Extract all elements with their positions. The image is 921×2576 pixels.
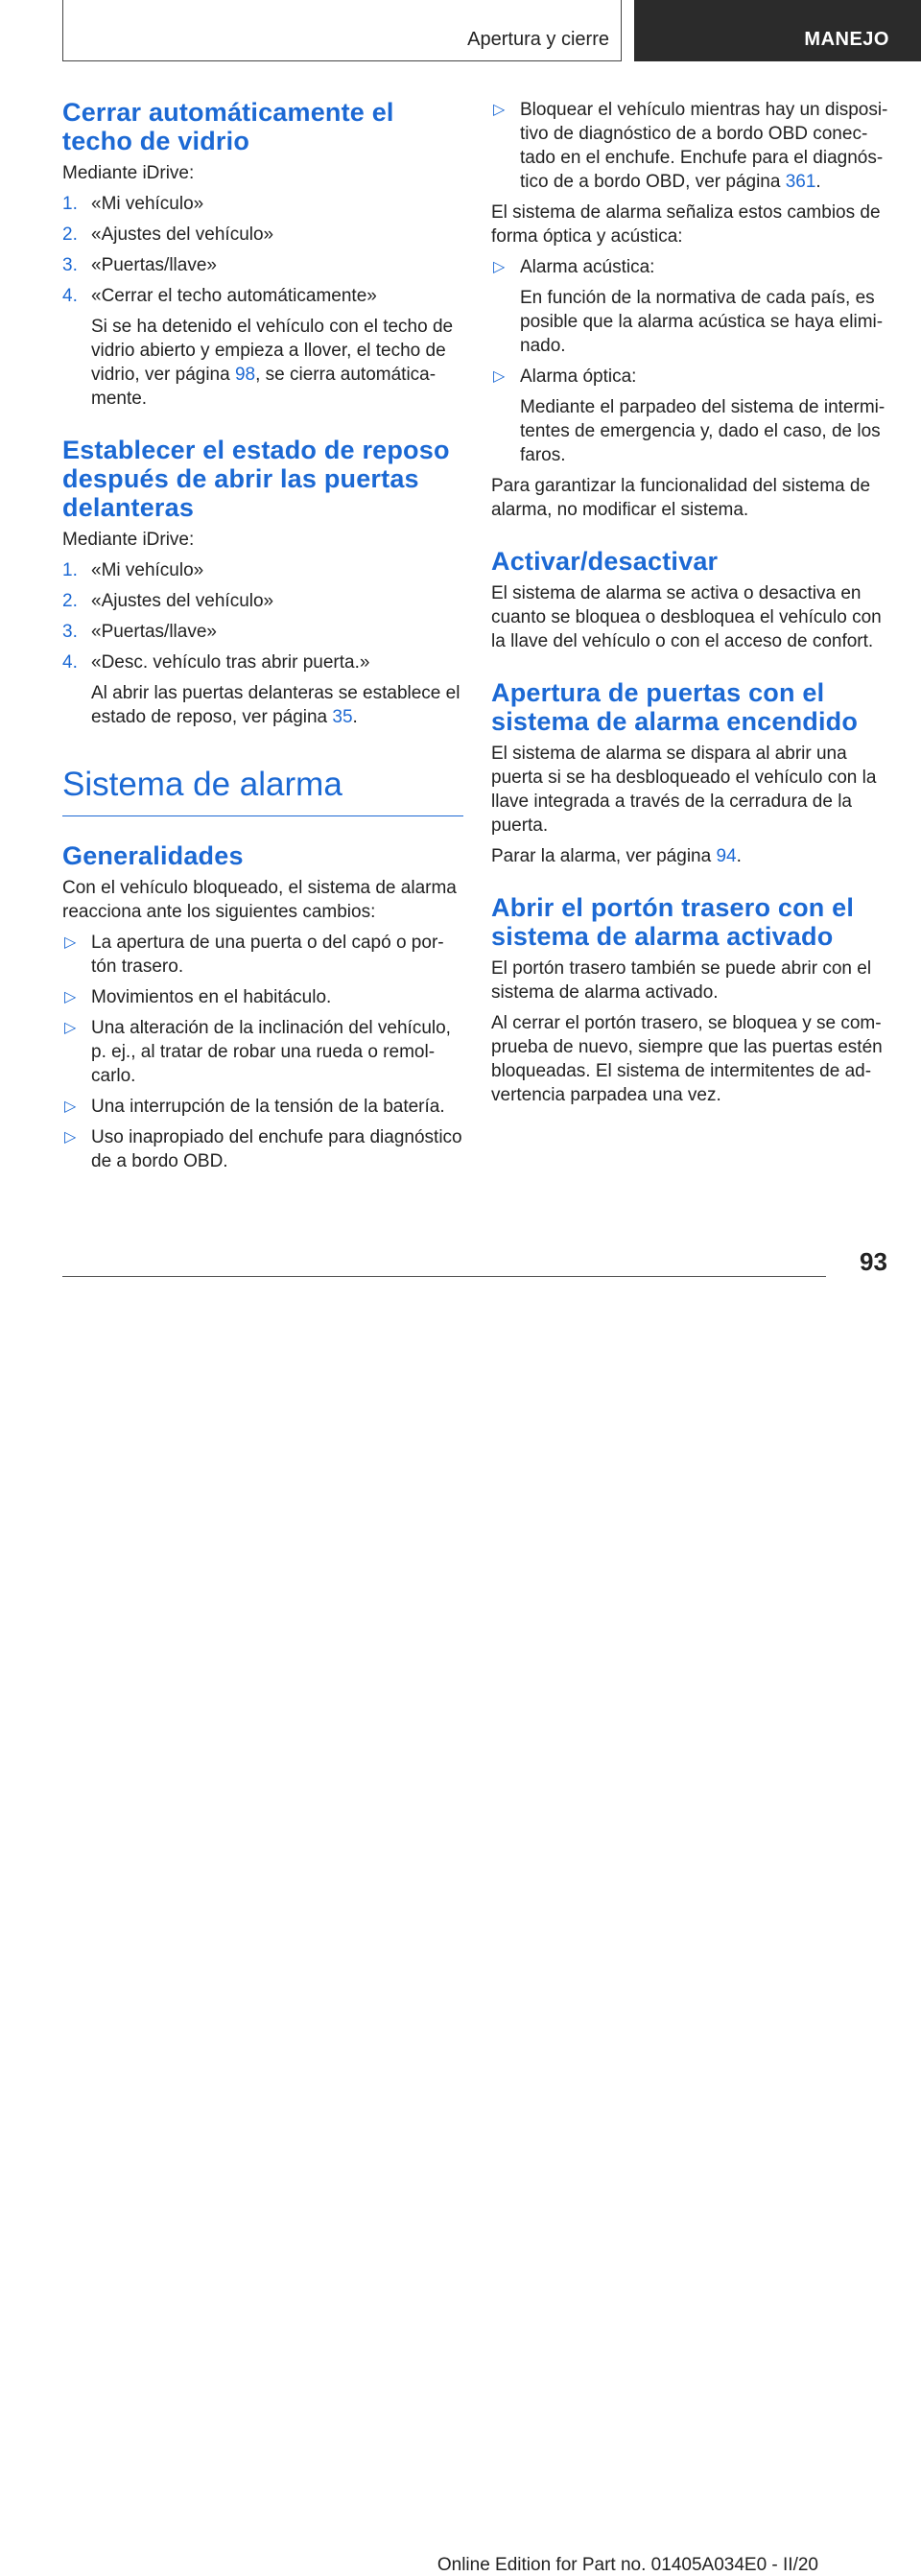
header-chapter-tab bbox=[634, 0, 921, 61]
step-text: «Mi vehículo» bbox=[91, 194, 204, 214]
reposo-note: Al abrir las puertas delanteras se establece el estado de reposo, ver página 35. bbox=[91, 683, 460, 727]
heading-generalidades: Generalidades bbox=[62, 841, 244, 870]
list-item: ▷ Una interrupción de la tensión de la batería. bbox=[64, 1097, 445, 1117]
apertura-text: El sistema de alarma se dispara al abrir una puerta si se ha desbloqueado el vehículo con la llave integrada a través de la cerradura de la puerta. bbox=[491, 744, 877, 836]
porton-text-2: Al cerrar el portón trasero, se bloquea y se com-prueba de nuevo, siempre que las puertas estén bloqueadas. El sistema de intermitentes de ad-vertencia parpadea una vez. bbox=[491, 1013, 883, 1105]
heading-cerrar-techo: Cerrar automáticamente el techo de vidrio bbox=[62, 98, 394, 155]
heading-estado-reposo: Establecer el estado de reposo después de abrir las puertas delanteras bbox=[62, 436, 450, 522]
reposo-steps bbox=[62, 558, 463, 729]
generalidades-list bbox=[62, 931, 463, 1173]
obd-list bbox=[491, 98, 888, 194]
reposo-intro: Mediante iDrive: bbox=[62, 530, 195, 550]
signal-text: El sistema de alarma señaliza estos cambios de forma óptica y acústica: bbox=[491, 202, 881, 247]
porton-text-1: El portón trasero también se puede abrir con el sistema de alarma activado. bbox=[491, 958, 872, 1003]
header-chapter-label: MANEJO bbox=[804, 29, 889, 50]
garantia-text: Para garantizar la funcionalidad del sistema de alarma, no modificar el sistema. bbox=[491, 476, 871, 520]
list-item: ▷ Bloquear el vehículo mientras hay un disposi-tivo de diagnóstico de a bordo OBD conec-tado en el enchufe. Enchufe para el diagnós-tico de a bordo OBD, ver página 361. bbox=[493, 100, 888, 192]
list-item bbox=[62, 620, 463, 644]
page-number: 93 bbox=[860, 1247, 887, 1276]
left-column bbox=[62, 98, 463, 1180]
techo-steps bbox=[62, 192, 463, 411]
triangle-bullet-icon: ▷ bbox=[493, 102, 506, 118]
triangle-bullet-icon: ▷ bbox=[64, 989, 77, 1005]
triangle-bullet-icon: ▷ bbox=[64, 934, 77, 951]
right-column bbox=[491, 98, 888, 1114]
list-item bbox=[62, 223, 463, 247]
list-item bbox=[62, 284, 463, 411]
step-number: 2. bbox=[62, 225, 78, 245]
heading-apertura-puertas: Apertura de puertas con el sistema de alarma encendido bbox=[491, 678, 859, 736]
header-section-tab bbox=[62, 0, 622, 61]
list-item: ▷ Una alteración de la inclinación del vehículo, p. ej., al tratar de robar una rueda o remol-carlo. bbox=[64, 1018, 451, 1086]
acustica-text: En función de la normativa de cada país, es posible que la alarma acústica se haya elimi-nado. bbox=[520, 288, 884, 356]
list-item bbox=[62, 253, 463, 277]
step-text: «Mi vehículo» bbox=[91, 560, 204, 580]
step-number: 1. bbox=[62, 194, 78, 214]
techo-note: Si se ha detenido el vehículo con el techo de vidrio abierto y empieza a llover, el techo de vidrio, ver página 98, se cierra automática-mente. bbox=[91, 317, 454, 409]
footer-edition: Online Edition for Part no. 01405A034E0 - II/20 bbox=[437, 2555, 818, 2575]
parar-text: Parar la alarma, ver página 94. bbox=[491, 846, 742, 866]
step-text: «Puertas/llave» bbox=[91, 622, 217, 642]
list-item: ▷ Uso inapropiado del enchufe para diagnóstico de a bordo OBD. bbox=[64, 1127, 462, 1171]
list-item: ▷ La apertura de una puerta o del capó o por-tón trasero. bbox=[64, 933, 444, 977]
heading-sistema-alarma: Sistema de alarma bbox=[62, 766, 463, 816]
triangle-bullet-icon: ▷ bbox=[64, 1099, 77, 1115]
step-number: 2. bbox=[62, 591, 78, 611]
step-number: 4. bbox=[62, 652, 78, 673]
activar-text: El sistema de alarma se activa o desactiva en cuanto se bloquea o desbloquea el vehículo con la llave del vehículo o con el acceso de confort. bbox=[491, 583, 882, 651]
list-item bbox=[62, 589, 463, 613]
optica-text: Mediante el parpadeo del sistema de intermi-tentes de emergencia y, dado el caso, de los faros. bbox=[520, 397, 886, 465]
page-link-35[interactable]: 35 bbox=[332, 707, 353, 727]
list-item: ▷ Alarma acústica: En función de la normativa de cada país, es posible que la alarma acústica se haya elimi-nado. bbox=[491, 255, 888, 358]
page-link-94[interactable]: 94 bbox=[716, 846, 737, 866]
triangle-bullet-icon: ▷ bbox=[64, 1020, 77, 1036]
step-number: 3. bbox=[62, 622, 78, 642]
page-link-98[interactable]: 98 bbox=[234, 365, 256, 385]
step-number: 3. bbox=[62, 255, 78, 275]
step-number: 4. bbox=[62, 286, 78, 306]
header-section-label: Apertura y cierre bbox=[467, 29, 609, 50]
step-number: 1. bbox=[62, 560, 78, 580]
triangle-bullet-icon: ▷ bbox=[493, 259, 506, 275]
step-text: «Ajustes del vehículo» bbox=[91, 591, 274, 611]
footer-divider bbox=[62, 1276, 826, 2575]
step-text: «Desc. vehículo tras abrir puerta.» bbox=[91, 652, 370, 673]
list-item bbox=[62, 192, 463, 216]
triangle-bullet-icon: ▷ bbox=[64, 1129, 77, 1146]
step-text: «Puertas/llave» bbox=[91, 255, 217, 275]
heading-porton-trasero: Abrir el portón trasero con el sistema de alarma activado bbox=[491, 893, 855, 951]
step-text: «Cerrar el techo automáticamente» bbox=[91, 286, 377, 306]
list-item bbox=[62, 558, 463, 582]
list-item bbox=[62, 650, 463, 729]
page-link-361[interactable]: 361 bbox=[785, 172, 816, 192]
step-text: «Ajustes del vehículo» bbox=[91, 225, 274, 245]
heading-activar: Activar/desactivar bbox=[491, 547, 719, 576]
techo-intro: Mediante iDrive: bbox=[62, 163, 195, 183]
list-item: ▷ Alarma óptica: Mediante el parpadeo del sistema de intermi-tentes de emergencia y, dado el caso, de los faros. bbox=[491, 365, 888, 467]
generalidades-intro: Con el vehículo bloqueado, el sistema de alarma reacciona ante los siguientes cambios: bbox=[62, 878, 457, 922]
alarm-types-list bbox=[491, 255, 888, 467]
triangle-bullet-icon: ▷ bbox=[493, 368, 506, 385]
list-item: ▷ Movimientos en el habitáculo. bbox=[64, 987, 332, 1007]
